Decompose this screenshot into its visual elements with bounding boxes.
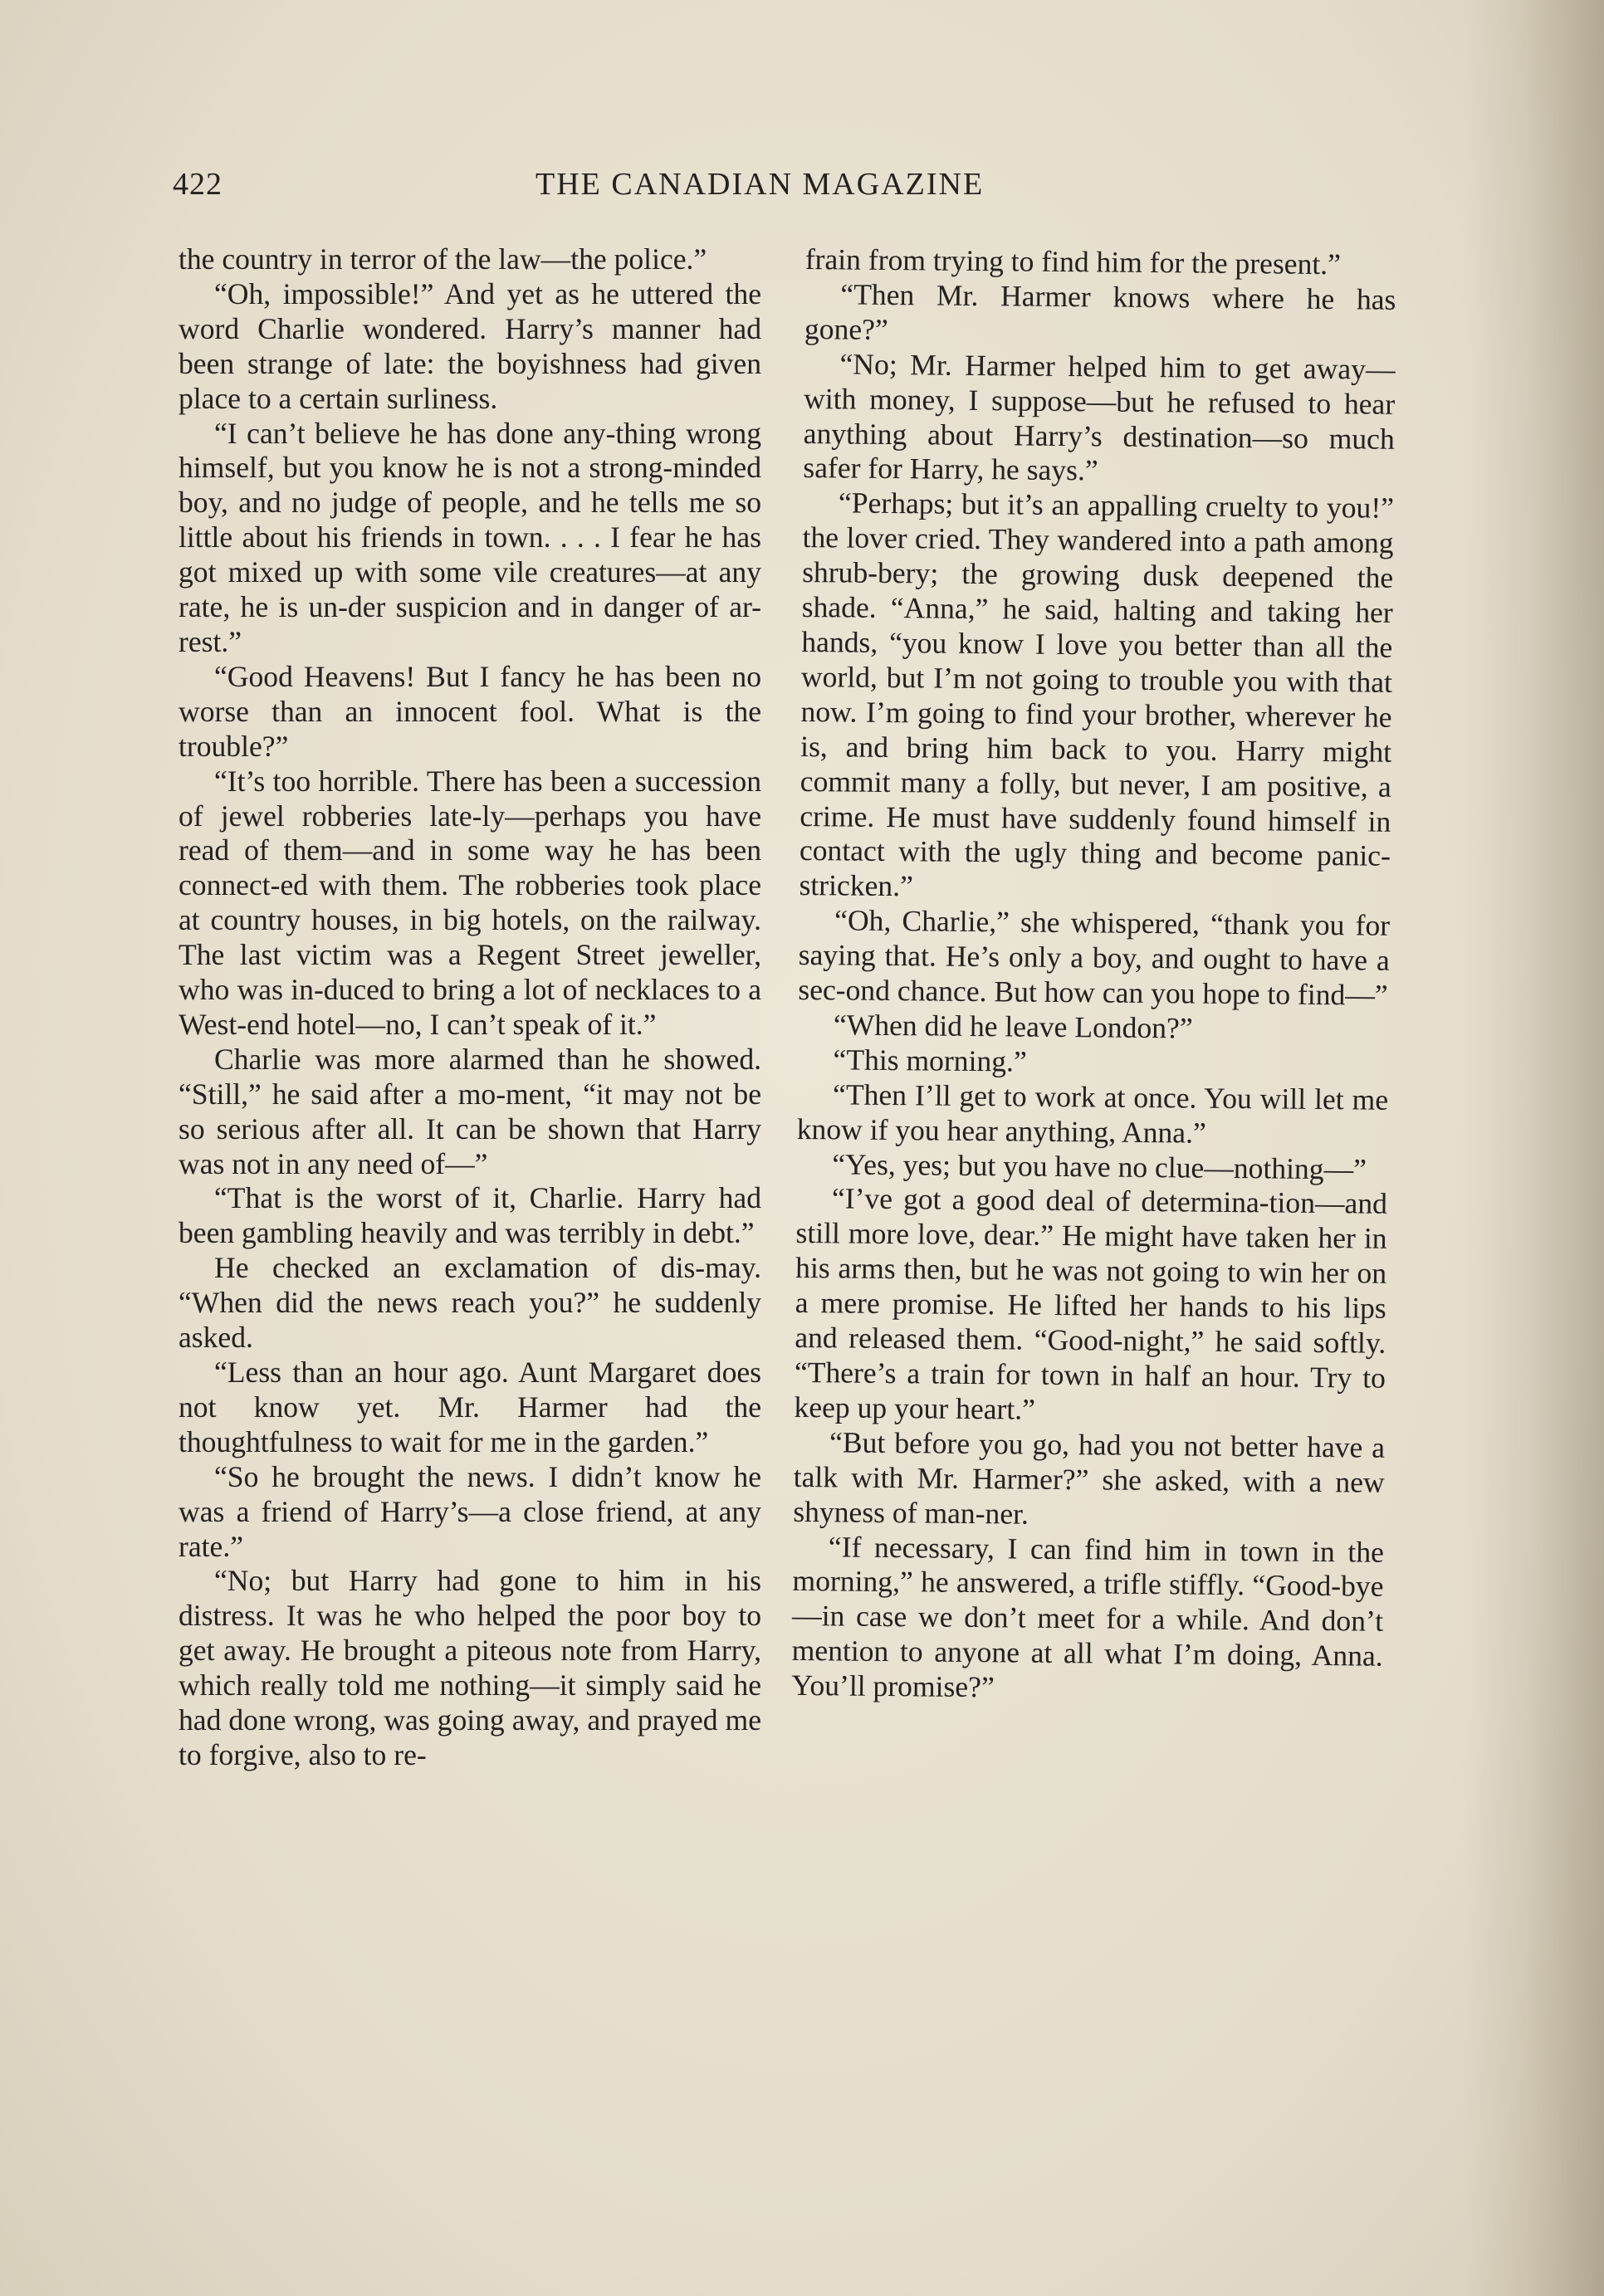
paragraph: “Oh, impossible!” And yet as he uttered the word Charlie wondered. Harry’s manner had been strange of late: the boyishness had given place to a certain surliness. xyxy=(178,276,761,415)
paragraph: “No; but Harry had gone to him in his distress. It was he who helped the poor boy to get away. He brought a piteous note from Harry, which really told me nothing—it simply said he had done wrong, was going away, and prayed me to forgive, also to re- xyxy=(178,1564,761,1771)
paragraph: “I’ve got a good deal of determina-tion—and still more love, dear.” He might have taken her in his arms then, but he was not going to win her on a mere promise. He lifted her hands to his lips and released them. “Good-night,” he said softly. “There’s a train for town in half an hour. Try to keep up your heart.” xyxy=(794,1181,1388,1426)
paragraph: He checked an exclamation of dis-may. “When did the news reach you?” he suddenly asked. xyxy=(178,1251,761,1355)
right-column xyxy=(791,242,1396,1709)
paragraph: “Perhaps; but it’s an appalling cruelty to you!” the lover cried. They wandered into a path among shrub-bery; the growing dusk deepened the shade. “Anna,” he said, halting and taking her hands, “you know I love you better than all the world, but I’m not going to trouble you with that now. I’m going to find your brother, wherever he is, and bring him back to you. Harry might commit many a folly, but never, I am positive, a crime. He must have suddenly found himself in contact with the ugly thing and become panic-stricken.” xyxy=(799,486,1395,903)
running-head: THE CANADIAN MAGAZINE xyxy=(535,167,985,202)
paragraph: Charlie was more alarmed than he showed. “Still,” he said after a mo-ment, “it may not be so serious after all. It can be shown that Harry was not in any need of—” xyxy=(178,1042,761,1180)
paragraph: frain from trying to find him for the present.” xyxy=(804,242,1342,281)
paragraph: “When did he leave London?” xyxy=(833,1008,1193,1045)
paragraph: “Then I’ll get to work at once. You will let me know if you hear anything, Anna.” xyxy=(796,1077,1389,1150)
page-number: 422 xyxy=(173,167,223,202)
paragraph: “Then Mr. Harmer knows where he has gone?” xyxy=(804,277,1396,346)
paragraph: “I can’t believe he has done any-thing wrong himself, but you know he is not a strong-minded boy, and no judge of people, and he tells me so little about his friends in town. . . . I fear he has got mixed up with some vile creatures—at any rate, he is un-der suspicion and in danger of ar-rest.” xyxy=(178,416,761,658)
paragraph: “No; Mr. Harmer helped him to get away—with money, I suppose—but he refused to hear anything about Harry’s destination—so much safer for Harry, he says.” xyxy=(803,347,1396,487)
paragraph: “Oh, Charlie,” she whispered, “thank you for saying that. He’s only a boy, and ought to have a sec-ond chance. But how can you hope to find—” xyxy=(798,903,1391,1012)
paragraph: “So he brought the news. I didn’t know he was a friend of Harry’s—a close friend, at any rate.” xyxy=(178,1459,761,1563)
paragraph: “But before you go, had you not better have a talk with Mr. Harmer?” she asked, with a new shyness of man-ner. xyxy=(793,1425,1386,1531)
paragraph: “Less than an hour ago. Aunt Margaret does not know yet. Mr. Harmer had the thoughtfulness to wait for me in the garden.” xyxy=(178,1356,761,1458)
paragraph: “If necessary, I can find him in town in the morning,” he answered, a trifle stiffly. “Good-bye—in case we don’t meet for a while. And don’t mention to anyone at all what I’m doing, Anna. You’ll promise?” xyxy=(791,1529,1385,1704)
left-column xyxy=(178,242,761,1773)
paragraph: “It’s too horrible. There has been a succession of jewel robberies late-ly—perhaps you have read of them—and in some way he has been connect-ed with them. The robberies took place at country houses, in big hotels, on the railway. The last victim was a Regent Street jeweller, who was in-duced to bring a lot of necklaces to a West-end hotel—no, I can’t speak of it.” xyxy=(178,764,761,1041)
binding-shadow xyxy=(1463,0,1604,2296)
paragraph: the country in terror of the law—the police.” xyxy=(178,242,707,276)
paragraph: “This morning.” xyxy=(833,1043,1027,1078)
paragraph: “Yes, yes; but you have no clue—nothing—” xyxy=(832,1146,1367,1186)
page-header xyxy=(173,166,1418,203)
paragraph: “Good Heavens! But I fancy he has been no worse than an innocent fool. What is the trouble?” xyxy=(178,659,761,763)
paragraph: “That is the worst of it, Charlie. Harry had been gambling heavily and was terribly in debt.” xyxy=(178,1181,761,1250)
